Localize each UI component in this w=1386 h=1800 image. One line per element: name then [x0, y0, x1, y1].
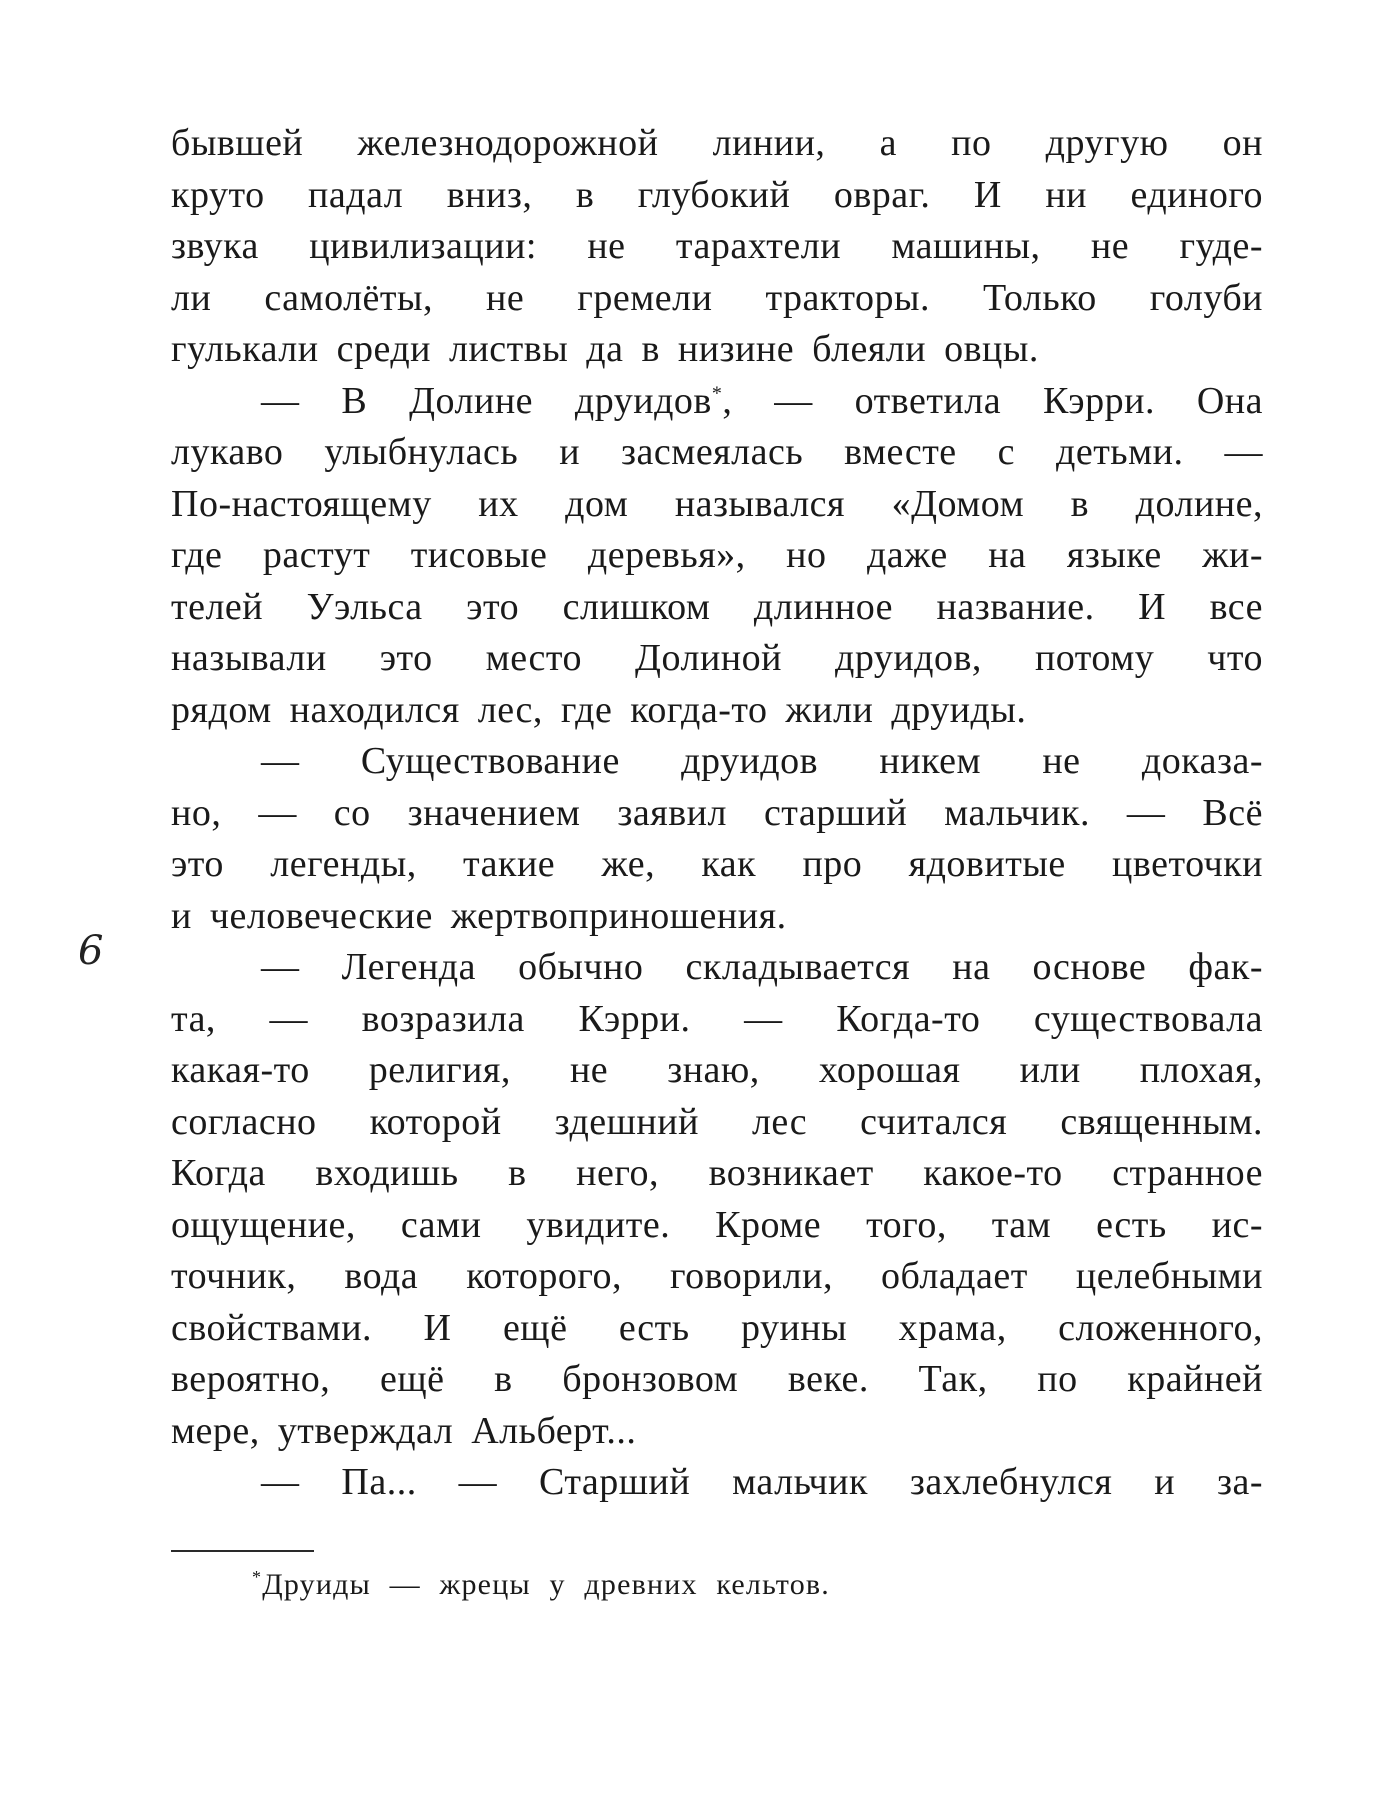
text-line: телей Уэльса это слишком длинное название. И все: [171, 585, 1263, 628]
text-fragment: , — ответила Кэрри. Она: [722, 379, 1263, 422]
text-line: вероятно, ещё в бронзовом веке. Так, по крайней: [171, 1358, 1263, 1400]
text-line: рядом находился лес, где когда-то жили друиды.: [171, 688, 1027, 731]
text-line: и человеческие жертвоприношения.: [171, 894, 787, 937]
text-line: — Легенда обычно складывается на основе фак-: [261, 946, 1263, 988]
text-line: точник, вода которого, говорили, обладает целебными: [171, 1255, 1263, 1297]
text-line: — Па... — Старший мальчик захлебнулся и за-: [261, 1461, 1263, 1503]
text-line: это легенды, такие же, как про ядовитые цветочки: [171, 843, 1263, 885]
text-line: ли самолёты, не гремели тракторы. Только голуби: [171, 276, 1263, 319]
text-line: Когда входишь в него, возникает какое-то странное: [171, 1152, 1263, 1194]
text-line: По-настоящему их дом назывался «Домом в долине,: [171, 482, 1263, 525]
text-fragment: — В Долине друидов: [261, 379, 712, 422]
text-line: — Существование друидов никем не доказа-: [261, 740, 1263, 782]
text-line: бывшей железнодорожной линии, а по другую он: [171, 122, 1263, 164]
text-line: согласно которой здешний лес считался священным.: [171, 1100, 1263, 1143]
text-line: где растут тисовые деревья», но даже на языке жи-: [171, 534, 1263, 576]
text-line: мере, утверждал Альберт...: [171, 1409, 637, 1452]
text-line: звука цивилизации: не тарахтели машины, не гуде-: [171, 225, 1263, 267]
footnote-text: Друиды — жрецы у древних кельтов.: [262, 1568, 830, 1601]
text-line: ощущение, сами увидите. Кроме того, там есть ис-: [171, 1203, 1263, 1246]
page-number: 6: [78, 928, 104, 974]
text-line: свойствами. И ещё есть руины храма, сложенного,: [171, 1306, 1263, 1349]
text-line: [171, 376, 1263, 428]
footnote-divider: [171, 1550, 314, 1552]
footnote: [252, 1568, 830, 1602]
text-line: но, — со значением заявил старший мальчик. — Всё: [171, 791, 1263, 834]
text-line: гулькали среди листвы да в низине блеяли овцы.: [171, 328, 1039, 370]
body-text: [171, 118, 1263, 1509]
text-line: та, — возразила Кэрри. — Когда-то существовала: [171, 997, 1263, 1040]
text-line: круто падал вниз, в глубокий овраг. И ни единого: [171, 173, 1263, 216]
text-line: называли это место Долиной друидов, потому что: [171, 637, 1263, 679]
text-line: какая-то религия, не знаю, хорошая или плохая,: [171, 1049, 1263, 1091]
text-line: лукаво улыбнулась и засмеялась вместе с детьми. —: [171, 431, 1263, 473]
footnote-mark: *: [252, 1567, 263, 1587]
footnote-reference: *: [711, 381, 723, 404]
